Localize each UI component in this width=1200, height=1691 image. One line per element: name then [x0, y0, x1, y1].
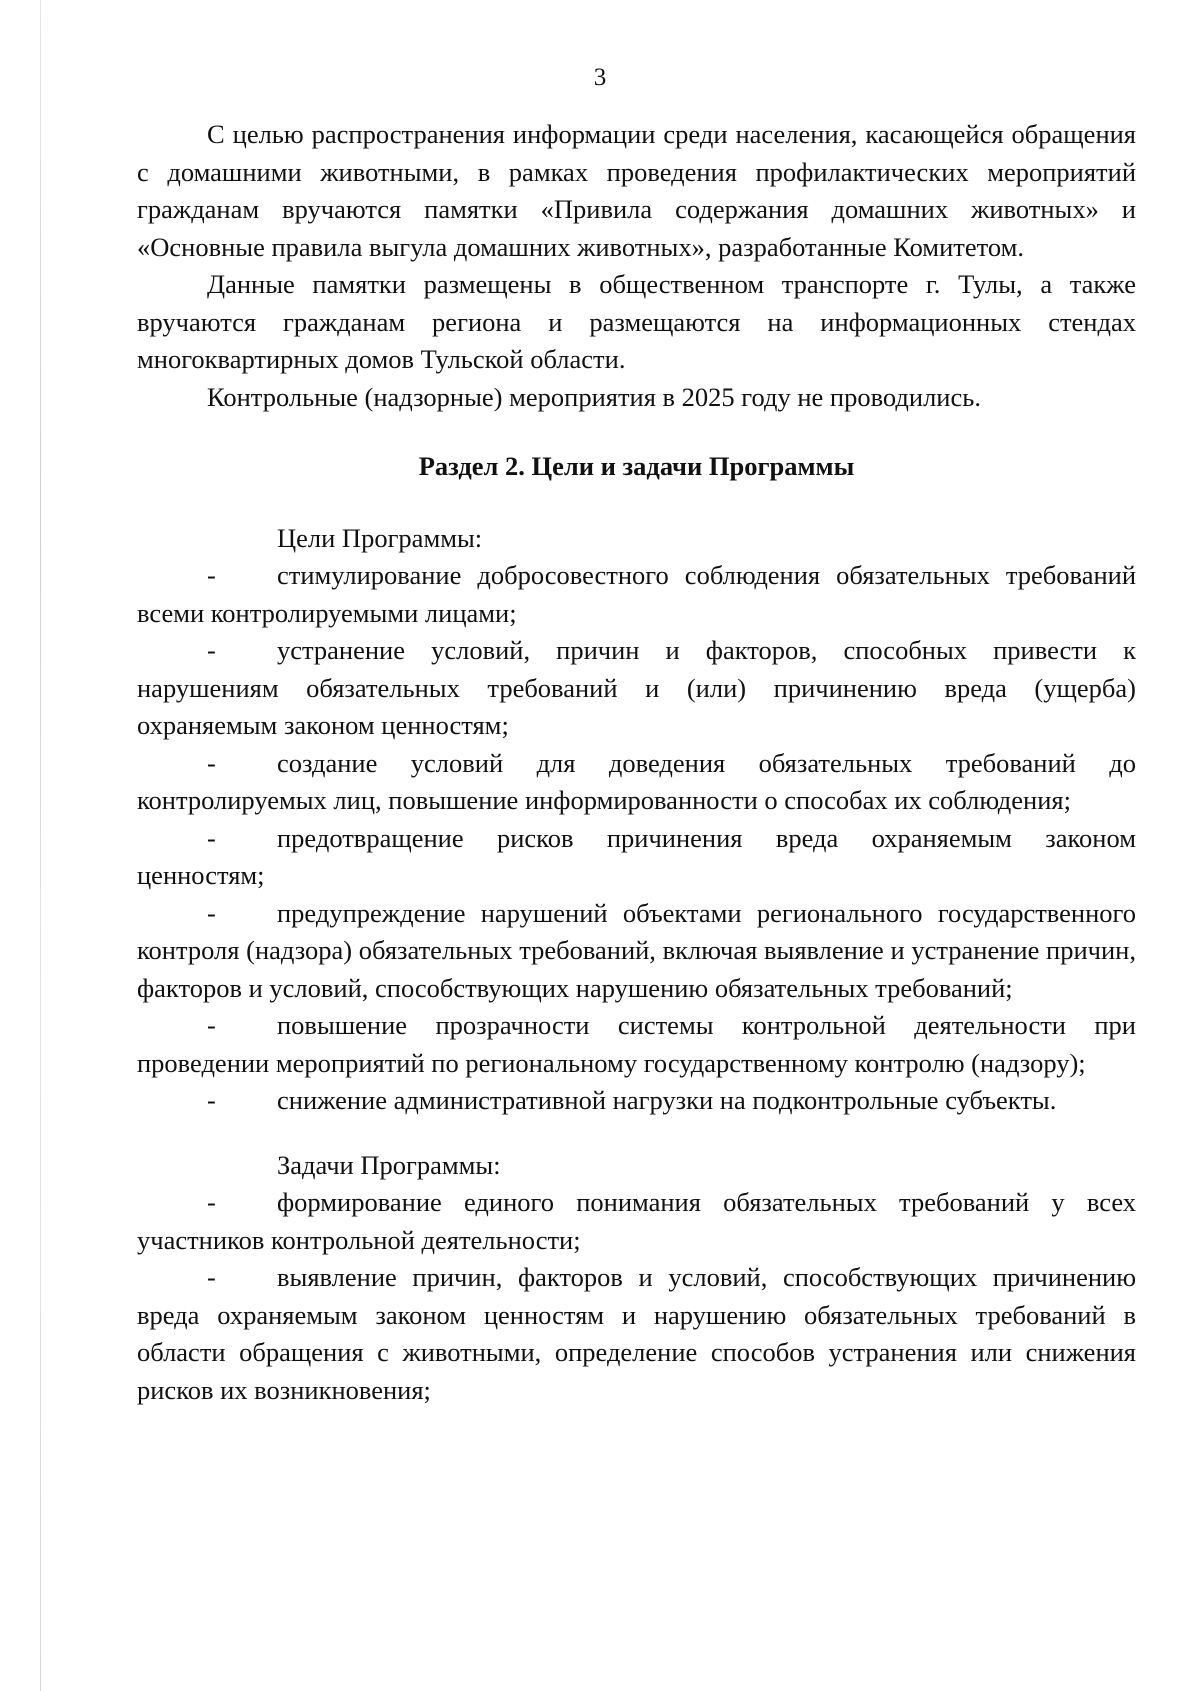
goal-text: создание условий для доведения обязательных требований до контролируемых лиц, повышение информированности о способах их соблюдения;: [137, 747, 1136, 815]
goal-item: [137, 745, 1136, 820]
task-item: [137, 1259, 1136, 1409]
intro-paragraph: Контрольные (надзорные) мероприятия в 2025 году не проводились.: [207, 381, 981, 412]
dash-marker: -: [207, 1085, 216, 1115]
dash-marker: -: [207, 747, 216, 778]
goal-item: [137, 820, 1136, 895]
goal-text: предупреждение нарушений объектами регионального государственного контроля (надзора) обязательных требований, включая выявление и устранение причин, факторов и условий, способствующих нарушению обязательных требований;: [137, 897, 1136, 1003]
dash-marker: -: [207, 1010, 216, 1040]
section-heading: Раздел 2. Цели и задачи Программы: [418, 451, 855, 481]
goal-text: стимулирование добросовестного соблюдения обязательных требований всеми контролируемыми лицами;: [137, 560, 1136, 628]
scan-edge-line: [40, 0, 41, 1691]
goal-text: повышение прозрачности системы контрольной деятельности при проведении мероприятий по региональному государственному контролю (надзору);: [137, 1010, 1136, 1078]
goal-item: [137, 632, 1136, 745]
task-item: [137, 1184, 1136, 1259]
dash-marker: -: [207, 1187, 216, 1217]
section-spacer: [137, 1120, 1136, 1147]
goal-item: [137, 557, 1136, 632]
task-text: выявление причин, факторов и условий, способствующих причинению вреда охраняемым законом ценностям и нарушению обязательных требований в области обращения с животными, определение способов устранения или снижения рисков их возникновения;: [137, 1262, 1136, 1405]
goal-text: снижение административной нагрузки на подконтрольные субъекты.: [277, 1085, 1057, 1115]
intro-paragraph: С целью распространения информации среди населения, касающейся обращения с домашними животными, в рамках проведения профилактических мероприятий гражданам вручаются памятки «Привила содержания домашних животных» и «Основные правила выгула домашних животных», разработанные Комитетом.: [137, 119, 1136, 262]
dash-marker: -: [207, 1262, 216, 1292]
tasks-title: Задачи Программы:: [277, 1149, 501, 1180]
dash-marker: -: [207, 635, 216, 665]
dash-marker: -: [207, 897, 216, 928]
document-body: [137, 116, 1136, 1409]
goal-item: [137, 895, 1136, 1008]
goal-item: [137, 1007, 1136, 1082]
goal-text: предотвращение рисков причинения вреда охраняемым законом ценностям;: [137, 822, 1136, 890]
task-text: формирование единого понимания обязательных требований у всех участников контрольной деятельности;: [137, 1187, 1136, 1255]
page-number: 3: [593, 64, 607, 91]
dash-marker: -: [207, 822, 216, 853]
intro-paragraph: Данные памятки размещены в общественном транспорте г. Тулы, а также вручаются гражданам региона и размещаются на информационных стендах многоквартирных домов Тульской области.: [137, 269, 1136, 374]
goal-item: [137, 1082, 1136, 1120]
dash-marker: -: [207, 560, 216, 590]
goal-text: устранение условий, причин и факторов, способных привести к нарушениям обязательных требований и (или) причинению вреда (ущерба) охраняемым законом ценностям;: [137, 635, 1136, 740]
goals-title: Цели Программы:: [277, 522, 483, 553]
